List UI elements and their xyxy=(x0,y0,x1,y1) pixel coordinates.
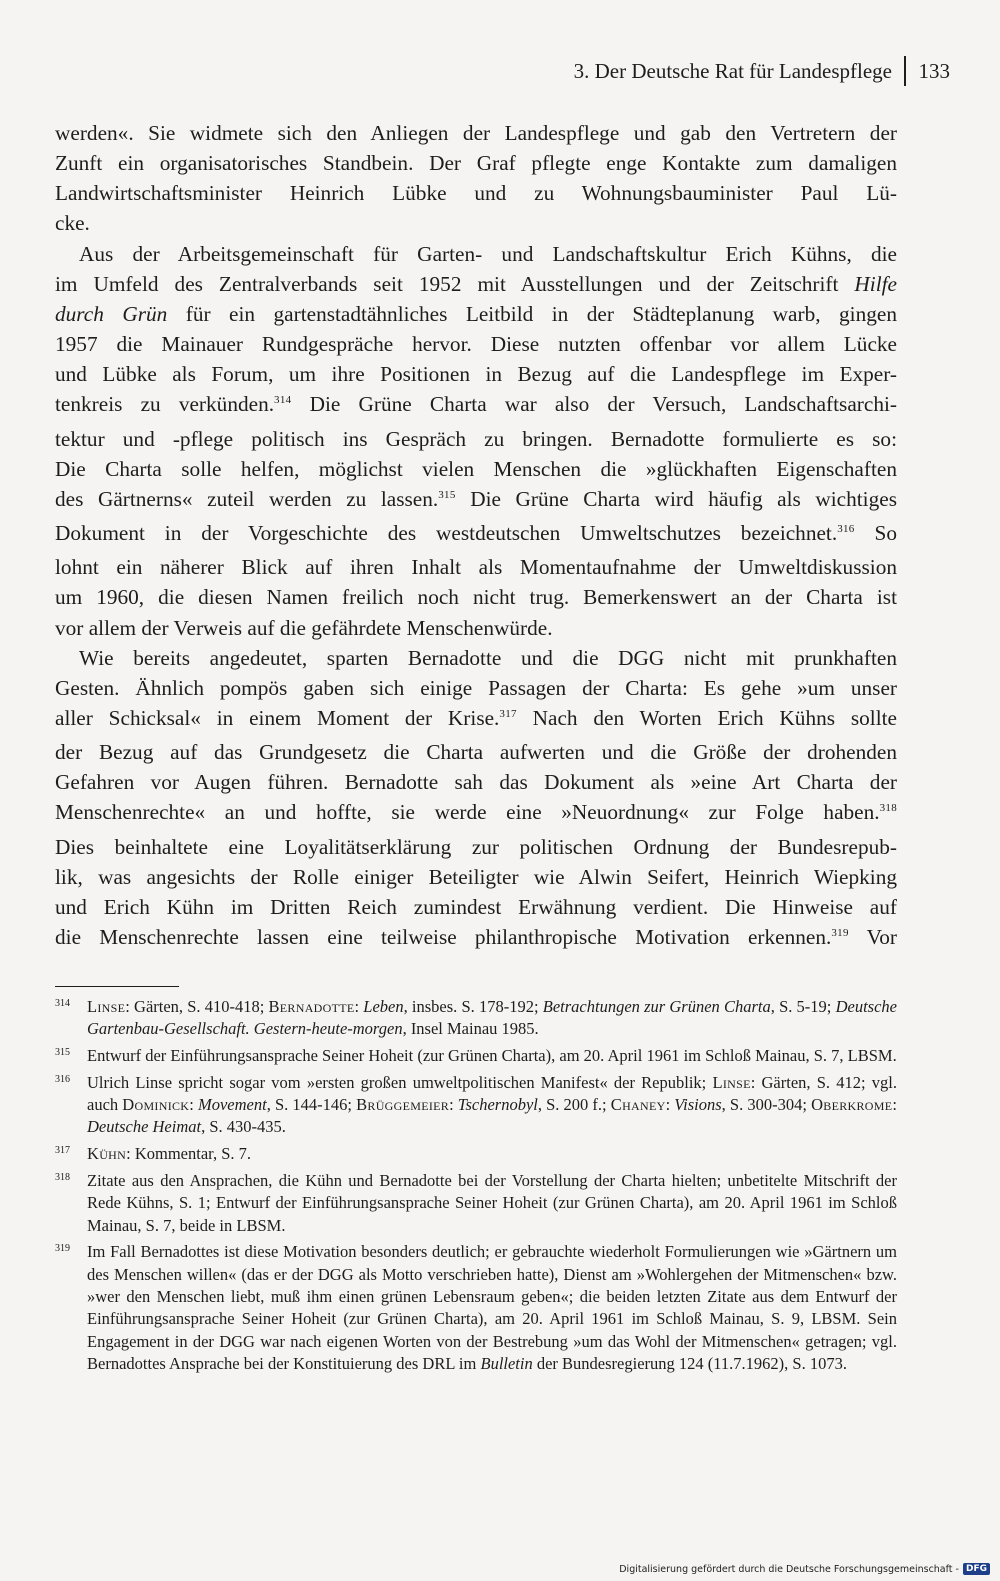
footnote-number: 315 xyxy=(55,1047,70,1059)
footnote-318 xyxy=(55,1170,897,1237)
footnote-rule xyxy=(55,986,179,987)
text-line: cke. xyxy=(55,211,90,236)
footnote-ref[interactable]: 318 xyxy=(879,802,897,815)
footnote-text: Im Fall Bernadottes ist diese Motivation besonders deutlich; er gebrauchte wiederholt Formulierungen wie »Gärtnern um des Menschen willen« (das er der DGG als Motto verschrieben hatte), Dienst am »Wohlergehen der Mitmenschen« bzw. »wer den Menschen liebt, muß ihm einen grünen Lebensraum geben«; die beiden letzten Zitate aus dem Entwurf der Einführungsansprache Seiner Hoheit (zur Grünen Charta), am 20. April 1961 im Schloß Mainau, S. 9, LBSM. Sein Engagement in der DGG war nach eigenen Worten von der Bestrebung »um das Wohl der Mitmenschen« getragen; vgl. Bernadottes Ansprache bei der Konstituierung des DRL im Bulletin der Bundesregierung 124 (11.7.1962), S. 1073. xyxy=(87,1242,897,1373)
text-line: tenkreis zu verkünden.$^{314}$ Die Grüne Charta war also der Versuch, Landschaftsarchi- xyxy=(55,392,897,417)
footnote-number: 319 xyxy=(55,1243,70,1255)
text-line: Gesten. Ähnlich pompös gaben sich einige Passagen der Charta: Es gehe »um unser xyxy=(55,675,897,700)
text-line: des Gärtnerns« zuteil werden zu lassen.$^{315}$ Die Grüne Charta wird häufig als wichtiges xyxy=(55,486,897,511)
text-line: lohnt ein näherer Blick auf ihren Inhalt als Momentaufnahme der Umweltdiskussion xyxy=(55,555,897,580)
footnote-ref[interactable]: 315 xyxy=(438,488,456,501)
text-line: Landwirtschaftsminister Heinrich Lübke und zu Wohnungsbauminister Paul Lü- xyxy=(55,181,897,206)
footnote-ref[interactable]: 317 xyxy=(499,707,517,720)
footnote-text: Zitate aus den Ansprachen, die Kühn und Bernadotte bei der Vorstellung der Charta hielten; unbetitelte Mitschrift der Rede Kühns, S. 1; Entwurf der Einführungsansprache Seiner Hoheit (zur Grünen Charta), am 20. April 1961 im Schloß Mainau, S. 7, beide in LBSM. xyxy=(87,1171,897,1235)
text-line: der Bezug auf das Grundgesetz die Charta aufwerten und die Größe der drohenden xyxy=(55,740,897,765)
text-line: Gefahren vor Augen führen. Bernadotte sah das Dokument als »eine Art Charta der xyxy=(55,770,897,795)
text-line: im Umfeld des Zentralverbands seit 1952 mit Ausstellungen und der Zeitschrift Hilfe xyxy=(55,271,897,296)
footnote-314 xyxy=(55,996,897,1041)
text-line: vor allem der Verweis auf die gefährdete Menschenwürde. xyxy=(55,615,553,640)
header-divider xyxy=(904,56,906,86)
paragraph-2 xyxy=(55,239,897,643)
footnote-317 xyxy=(55,1143,897,1165)
footnote-316 xyxy=(55,1072,897,1139)
footnote-text: Linse: Gärten, S. 410-418; Bernadotte: Leben, insbes. S. 178-192; Betrachtungen zur Grünen Charta, S. 5-19; Deutsche Gartenbau-Gesellschaft. Gestern-heute-morgen, Insel Mainau 1985. xyxy=(87,997,897,1039)
text-line: lik, was angesichts der Rolle einiger Beteiligter wie Alwin Seifert, Heinrich Wiepking xyxy=(55,864,897,889)
paragraph-1 xyxy=(55,118,897,239)
dfg-logo-icon: DFG xyxy=(963,1563,990,1575)
footnote-ref[interactable]: 316 xyxy=(837,523,855,536)
chapter-title: 3. Der Deutsche Rat für Landespflege xyxy=(573,59,892,83)
text-line: und Lübke als Forum, um ihre Positionen in Bezug auf die Landespflege im Exper- xyxy=(55,362,897,387)
footnote-number: 318 xyxy=(55,1172,70,1184)
running-header xyxy=(574,56,950,86)
text-line: Menschenrechte« an und hoffte, sie werde eine »Neuordnung« zur Folge haben.$^{318}$ xyxy=(55,800,897,825)
footnote-text: Entwurf der Einführungsansprache Seiner Hoheit (zur Grünen Charta), am 20. April 1961 im Schloß Mainau, S. 7, LBSM. xyxy=(87,1046,897,1066)
text-line: die Menschenrechte lassen eine teilweise philanthropische Motivation erkennen.$^{319}$ Vor xyxy=(55,925,897,950)
text-line: Wie bereits angedeutet, sparten Bernadotte und die DGG nicht mit prunkhaften xyxy=(79,645,897,670)
footnote-number: 314 xyxy=(55,998,70,1009)
footnotes xyxy=(55,996,897,1380)
footnote-number: 317 xyxy=(55,1145,70,1157)
footnote-number: 316 xyxy=(55,1073,70,1085)
text-line: und Erich Kühn im Dritten Reich zumindest Erwähnung verdient. Die Hinweise auf xyxy=(55,894,897,919)
text-line: Die Charta solle helfen, möglichst vielen Menschen die »glückhaften Eigenschaften xyxy=(55,456,897,481)
digitization-credit xyxy=(619,1563,990,1575)
journal-title: durch Grün xyxy=(55,301,168,326)
text-line: tektur und -pflege politisch ins Gespräch zu bringen. Bernadotte formulierte es so: xyxy=(55,426,897,451)
text-line: Dies beinhaltete eine Loyalitätserklärung zur politischen Ordnung der Bundesrepub- xyxy=(55,834,897,859)
text-line: Aus der Arbeitsgemeinschaft für Garten- und Landschaftskultur Erich Kühns, die xyxy=(79,241,897,266)
footnote-text: Kühn: Kommentar, S. 7. xyxy=(87,1144,252,1164)
text-line: 1957 die Mainauer Rundgespräche hervor. Diese nutzten offenbar vor allem Lücke xyxy=(55,332,897,357)
text-line: Zunft ein organisatorisches Standbein. Der Graf pflegte enge Kontakte zum damaligen xyxy=(55,151,897,176)
text-line: um 1960, die diesen Namen freilich noch nicht trug. Bemerkenswert an der Charta ist xyxy=(55,585,897,610)
footnote-319 xyxy=(55,1241,897,1375)
text-line: Dokument in der Vorgeschichte des westdeutschen Umweltschutzes bezeichnet.$^{316}$ So xyxy=(55,521,897,546)
footnote-ref[interactable]: 319 xyxy=(831,927,849,940)
footnote-text: Ulrich Linse spricht sogar vom »ersten großen umweltpolitischen Manifest« der Republik; Linse: Gärten, S. 412; vgl. auch Dominick: Movement, S. 144-146; Brüggemeier: Tschernobyl, S. 200 f.; Chaney: Visions, S. 300-304; Oberkrome: Deutsche Heimat, S. 430-435. xyxy=(87,1072,897,1137)
credit-text: Digitalisierung gefördert durch die Deutsche Forschungsgemeinschaft - xyxy=(619,1563,959,1575)
journal-title: Hilfe xyxy=(854,271,897,296)
text-line: durch Grün für ein gartenstadtähnliches Leitbild in der Städteplanung warb, gingen xyxy=(55,301,897,326)
text-line: aller Schicksal« in einem Moment der Krise.$^{317}$ Nach den Worten Erich Kühns sollte xyxy=(55,705,897,730)
paragraph-3 xyxy=(55,643,897,957)
footnote-315 xyxy=(55,1045,897,1067)
main-text xyxy=(55,118,897,956)
text-line: werden«. Sie widmete sich den Anliegen der Landespflege und gab den Vertretern der xyxy=(55,121,897,145)
footnote-ref[interactable]: 314 xyxy=(274,394,292,407)
page-number: 133 xyxy=(918,59,950,83)
